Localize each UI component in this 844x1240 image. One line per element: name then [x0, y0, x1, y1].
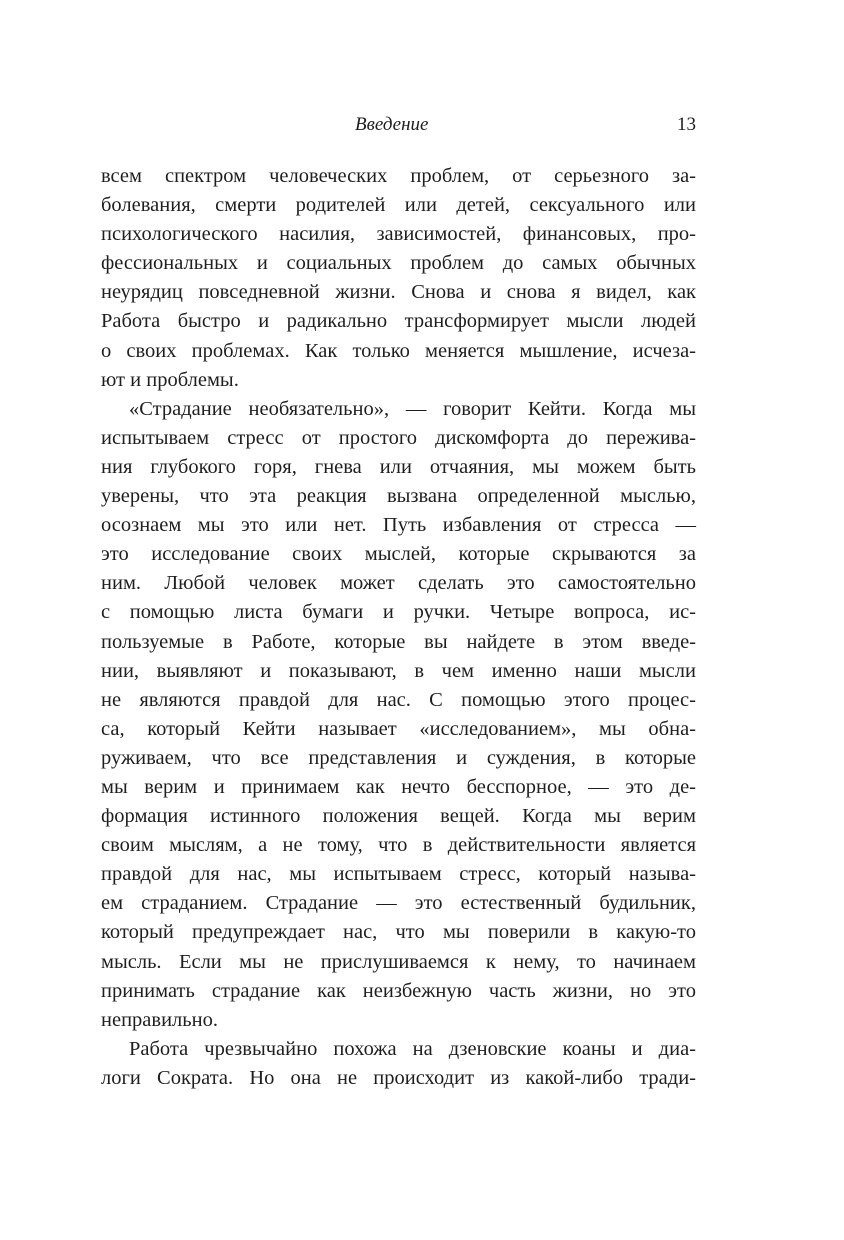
- text-line: руживаем, что все представления и суждения, в которые: [101, 746, 696, 769]
- text-line: Работа чрезвычайно похожа на дзеновские коаны и диа-: [129, 1037, 696, 1060]
- text-line: Работа быстро и радикально трансформирует мысли людей: [101, 310, 696, 333]
- body-text: [101, 162, 696, 1093]
- page-number: 13: [677, 114, 696, 135]
- text-line: болевания, смерти родителей или детей, сексуального или: [101, 194, 696, 217]
- text-line: уверены, что эта реакция вызвана определенной мыслью,: [101, 485, 696, 508]
- text-line: ем страданием. Страдание — это естественный будильник,: [101, 892, 696, 915]
- text-line: нии, выявляют и показывают, в чем именно наши мысли: [101, 659, 696, 682]
- text-line: испытываем стресс от простого дискомфорта до пережива-: [101, 426, 696, 449]
- text-line: са, который Кейти называет «исследованием», мы обна-: [101, 717, 696, 740]
- text-line: формация истинного положения вещей. Когда мы верим: [101, 805, 696, 828]
- text-line: неправильно.: [101, 1008, 218, 1031]
- text-line: фессиональных и социальных проблем до самых обычных: [101, 252, 696, 275]
- text-line: принимать страдание как неизбежную часть жизни, но это: [101, 979, 696, 1002]
- text-line: логи Сократа. Но она не происходит из какой-либо тради-: [101, 1066, 696, 1089]
- text-line: не являются правдой для нас. С помощью этого процес-: [101, 688, 696, 711]
- text-line: мы верим и принимаем как нечто бесспорное, — это де-: [101, 775, 696, 798]
- text-line: с помощью листа бумаги и ручки. Четыре вопроса, ис-: [101, 601, 696, 624]
- paragraph: [101, 395, 696, 1035]
- text-line: ют и проблемы.: [101, 368, 239, 391]
- running-head: Введение: [355, 114, 429, 135]
- text-line: неурядиц повседневной жизни. Снова и снова я видел, как: [101, 281, 696, 304]
- text-line: пользуемые в Работе, которые вы найдете в этом введе-: [101, 630, 696, 653]
- text-line: о своих проблемах. Как только меняется мышление, исчеза-: [101, 339, 696, 362]
- text-line: психологического насилия, зависимостей, финансовых, про-: [101, 223, 696, 246]
- text-line: это исследование своих мыслей, которые скрываются за: [101, 543, 696, 566]
- text-line: который предупреждает нас, что мы поверили в какую-то: [101, 921, 696, 944]
- text-line: своим мыслям, а не тому, что в действительности является: [101, 834, 696, 857]
- text-line: ним. Любой человек может сделать это самостоятельно: [101, 572, 696, 595]
- text-line: правдой для нас, мы испытываем стресс, который называ-: [101, 863, 696, 886]
- text-line: «Страдание необязательно», — говорит Кейти. Когда мы: [129, 397, 696, 420]
- text-line: мысль. Если мы не прислушиваемся к нему, то начинаем: [101, 950, 696, 973]
- text-line: осознаем мы это или нет. Путь избавления от стресса —: [101, 514, 696, 537]
- text-line: всем спектром человеческих проблем, от серьезного за-: [101, 165, 696, 187]
- paragraph: [101, 162, 696, 395]
- paragraph: [101, 1035, 696, 1093]
- text-line: ния глубокого горя, гнева или отчаяния, мы можем быть: [101, 455, 696, 478]
